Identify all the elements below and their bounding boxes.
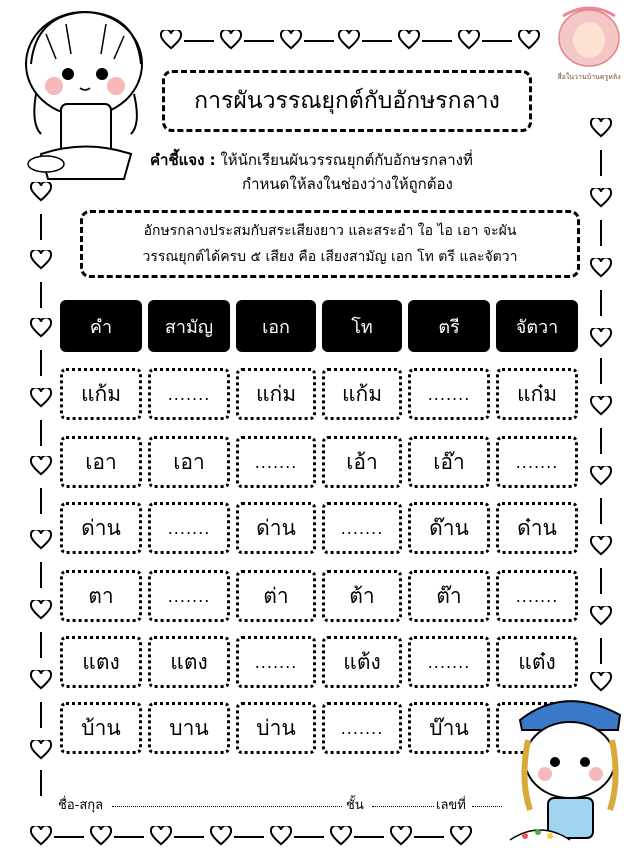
heart-icon [30,600,52,620]
watermark-text: สื่อในวานบ้านครูหลิง [557,73,621,81]
border-dash [304,40,334,42]
tone-cell: แก๋ม [496,368,578,420]
tone-cell: ต้า [322,570,402,622]
heart-icon [590,466,612,486]
tone-cell: บ่าน [236,702,316,754]
tone-cell: แตง [148,636,230,688]
heart-icon [30,388,52,408]
tone-cell: เอ้า [322,436,402,488]
border-dash [294,836,324,838]
heart-icon [30,182,52,202]
heart-icon [280,30,302,50]
instruction-label: คำชี้แจง : [150,151,216,169]
heart-icon [338,30,360,50]
border-dash [40,702,42,728]
tone-cell: แก่ม [236,368,316,420]
answer-blank[interactable]: ....... [496,436,578,488]
border-dash [600,150,602,176]
heart-icon [30,826,52,846]
heart-icon [590,672,612,692]
answer-blank[interactable]: ....... [408,368,490,420]
border-dash [114,836,144,838]
border-dash [40,282,42,308]
watermark-avatar [548,6,630,86]
heart-icon [30,530,52,550]
border-dash [422,40,452,42]
border-dash [600,358,602,384]
tone-cell: เอ๊า [408,436,490,488]
tone-cell: แต๋ง [496,636,578,688]
border-dash [600,568,602,594]
answer-blank[interactable]: ....... [236,436,316,488]
instructions [150,148,600,196]
heart-icon [590,258,612,278]
class-line[interactable] [372,806,434,807]
number-label: เลขที่ [436,798,466,813]
heart-icon [590,118,612,138]
tone-cell: ต่า [236,570,316,622]
header-cell: สามัญ [148,300,230,352]
border-dash [244,40,274,42]
border-dash [600,290,602,316]
instruction-line-2: กำหนดให้ลงในช่องว่างให้ถูกต้อง [242,175,453,193]
heart-icon [210,826,232,846]
heart-icon [398,30,420,50]
answer-blank[interactable]: ....... [236,636,316,688]
girl-illustration-bottom-right [500,690,635,850]
heart-icon [590,396,612,416]
avatar-icon [548,6,630,68]
border-dash [414,836,444,838]
border-dash [40,420,42,446]
border-dash [174,836,204,838]
heart-icon [518,30,540,50]
border-dash [40,350,42,376]
heart-icon [220,30,242,50]
word-cell: ตา [60,570,142,622]
heart-icon [150,826,172,846]
name-line[interactable] [112,806,342,807]
tone-cell: บ๊าน [408,702,490,754]
word-cell: แก้ม [60,368,142,420]
number-line[interactable] [472,806,502,807]
tone-cell: ต๊า [408,570,490,622]
heart-icon [590,606,612,626]
header-cell: จัตวา [496,300,578,352]
heart-icon [390,826,412,846]
answer-blank[interactable]: ....... [148,368,230,420]
border-dash [600,220,602,246]
tone-cell: ด๋าน [496,502,578,554]
border-dash [40,562,42,588]
heart-icon [590,536,612,556]
border-dash [234,836,264,838]
border-dash [600,498,602,524]
border-dash [54,836,84,838]
note-line-1: อักษรกลางประสมกับสระเสียงยาว และสระอำ ใอ ไอ เอา จะผัน [143,223,517,239]
instruction-line-1: ให้นักเรียนผันวรรณยุกต์กับอักษรกลางที่ [220,151,473,169]
answer-blank[interactable]: ....... [408,636,490,688]
border-dash [40,632,42,658]
name-label: ชื่อ-สกุล [58,798,104,813]
tone-cell: บาน [148,702,230,754]
heart-icon [590,328,612,348]
heart-icon [160,30,182,50]
answer-blank[interactable]: ....... [148,502,230,554]
border-dash [40,214,42,240]
note-line-2: วรรณยุกต์ได้ครบ ๕ เสียง คือ เสียงสามัญ เอก โท ตรี และจัตวา [142,249,518,265]
class-label: ชั้น [346,798,364,813]
heart-icon [30,670,52,690]
answer-blank[interactable]: ....... [496,570,578,622]
border-dash [184,40,214,42]
heart-icon [30,318,52,338]
heart-icon [450,826,472,846]
word-cell: บ้าน [60,702,142,754]
heart-icon [30,250,52,270]
border-dash [600,638,602,664]
tone-cell: ด๊าน [408,502,490,554]
heart-icon [270,826,292,846]
answer-blank[interactable]: ....... [148,570,230,622]
header-cell: ตรี [408,300,490,352]
answer-blank[interactable]: ....... [322,702,402,754]
heart-icon [30,456,52,476]
border-dash [362,40,392,42]
note-box [80,210,580,278]
border-dash [600,428,602,454]
worksheet-title: การผันวรรณยุกต์กับอักษรกลาง [162,70,532,132]
tone-cell: เอา [148,436,230,488]
girl-illustration-top-left [6,4,156,184]
border-dash [40,488,42,514]
tone-cell: แก้ม [322,368,402,420]
border-dash [354,836,384,838]
tone-cell: ด่าน [236,502,316,554]
header-cell: เอก [236,300,316,352]
heart-icon [458,30,480,50]
word-cell: ด่าน [60,502,142,554]
heart-icon [330,826,352,846]
tone-cell: แต้ง [322,636,402,688]
heart-icon [30,740,52,760]
border-dash [40,770,42,796]
word-cell: แตง [60,636,142,688]
word-cell: เอา [60,436,142,488]
heart-icon [90,826,112,846]
border-dash [482,40,512,42]
answer-blank[interactable]: ....... [322,502,402,554]
header-cell: คำ [60,300,142,352]
header-cell: โท [322,300,402,352]
